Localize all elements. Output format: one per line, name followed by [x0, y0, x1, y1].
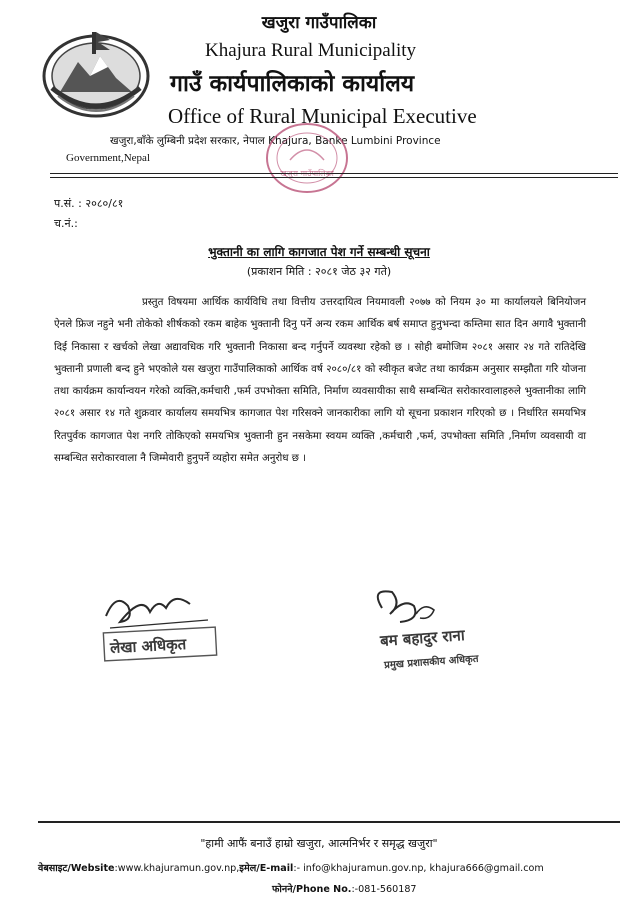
publish-date: (प्रकाशन मिति : २०८१ जेठ ३२ गते)	[246, 265, 392, 278]
footer-phone-line	[272, 882, 417, 895]
header-divider-secondary	[50, 177, 618, 178]
phone-number: :-081-560187	[351, 884, 417, 895]
email-label: इमेल/E-mail	[239, 863, 294, 874]
notice-subject-text: भुक्तानी का लागि कागजात पेश गर्ने सम्बन्धी सूचना	[208, 245, 430, 259]
footer-motto: "हामी आफैं बनाउँ हाम्रो खजुरा, आत्मनिर्भर र समृद्ध खजुरा"	[200, 837, 438, 850]
email-link[interactable]: :- info@khajuramun.gov.np, khajura666@gmail.com	[293, 863, 544, 874]
municipality-name-english: Khajura Rural Municipality	[205, 40, 417, 61]
seal-text: खजुरा गाउँपालिका	[280, 169, 334, 178]
accounts-officer-stamp: लेखा अधिकृत	[109, 635, 187, 657]
notice-subject	[0, 243, 638, 260]
office-address: खजुरा,बाँके लुम्बिनी प्रदेश सरकार, नेपाल Khajura, Banke Lumbini Province	[110, 135, 441, 147]
chief-officer-name-stamp: बम बहादुर राना	[379, 626, 466, 650]
fiscal-year-ref: प.सं. : २०८०/८१	[54, 197, 124, 210]
website-link[interactable]: :www.khajuramun.gov.np,	[114, 863, 240, 874]
website-label: वेबसाइट/Website	[38, 863, 115, 874]
header-divider	[50, 173, 618, 174]
phone-label: फोनने/Phone No.	[272, 884, 352, 895]
office-name-nepali: गाउँ कार्यपालिकाको कार्यालय	[170, 71, 415, 97]
accounts-officer-signature	[98, 586, 248, 670]
government-label: Government,Nepal	[66, 152, 150, 164]
municipality-emblem-icon	[38, 26, 154, 122]
footer-divider	[38, 821, 620, 823]
office-name-english: Office of Rural Municipal Executive	[168, 104, 477, 128]
notice-body: प्रस्तुत विषयमा आर्थिक कार्यविधि तथा वित्तीय उत्तरदायित्व नियमावली २०७७ को नियम ३० मा कार्यालयले बिनियोजन ऐनले फ्रिज नहुने भनी तोकेको शीर्षकको रकम बाहेक भुक्तानी दिनु पर्ने अन्य रकम आर्थिक बर्ष समाप्त हुनुभन्दा कम्तिमा सात दिन अगावै भुक्तानी दिई निकासा र खर्चको लेखा अद्यावधिक गरि भुक्तानी निकासा बन्द गर्नुपर्ने व्यवस्था रहेको छ । सोही बमोजिम २०८१ असार २४ गते रातिदेखि भुक्तानी प्रणाली बन्द हुने भएकोले यस खजुरा गाउँपालिकाको आर्थिक वर्ष २०८०/८१ को स्वीकृत बजेट तथा कार्यक्रम अनुसार सम्झौता गरि योजना तथा कार्यक्रम कार्यान्वयन गरेको व्यक्ति,कर्मचारी ,फर्म उपभोक्ता समिति, निर्माण व्यवसायीका साथै सम्बन्धित सरोकारवालाहरुले भुक्तानीका लागि २०८१ असार १४ गते शुक्रवार कार्यालय समयभित्र कागजात पेश गरिसक्ने जानकारीका लागि यो सूचना प्रकाशन गरिएको छ । निर्धारित समयभित्र रितपुर्वक कागजात पेश नगरि तोकिएको समयभित्र भुक्तानी हुन नसकेमा स्वयम व्यक्ति ,कर्मचारी ,फर्म, उपभोक्ता समिति ,निर्माण व्यवसायी वा सम्बन्धित सरोकारवाला नै जिम्मेवारी हुनुपर्ने व्यहोरा समेत अनुरोध छ ।	[54, 297, 586, 465]
footer-contact-line	[38, 861, 544, 874]
office-seal-icon	[262, 118, 352, 198]
chief-officer-signature	[360, 584, 530, 680]
municipality-name-nepali: खजुरा गाउँपालिका	[261, 13, 377, 33]
chief-officer-title-stamp: प्रमुख प्रशासकीय अधिकृत	[383, 653, 479, 672]
dispatch-number: च.नं.:	[54, 217, 78, 230]
